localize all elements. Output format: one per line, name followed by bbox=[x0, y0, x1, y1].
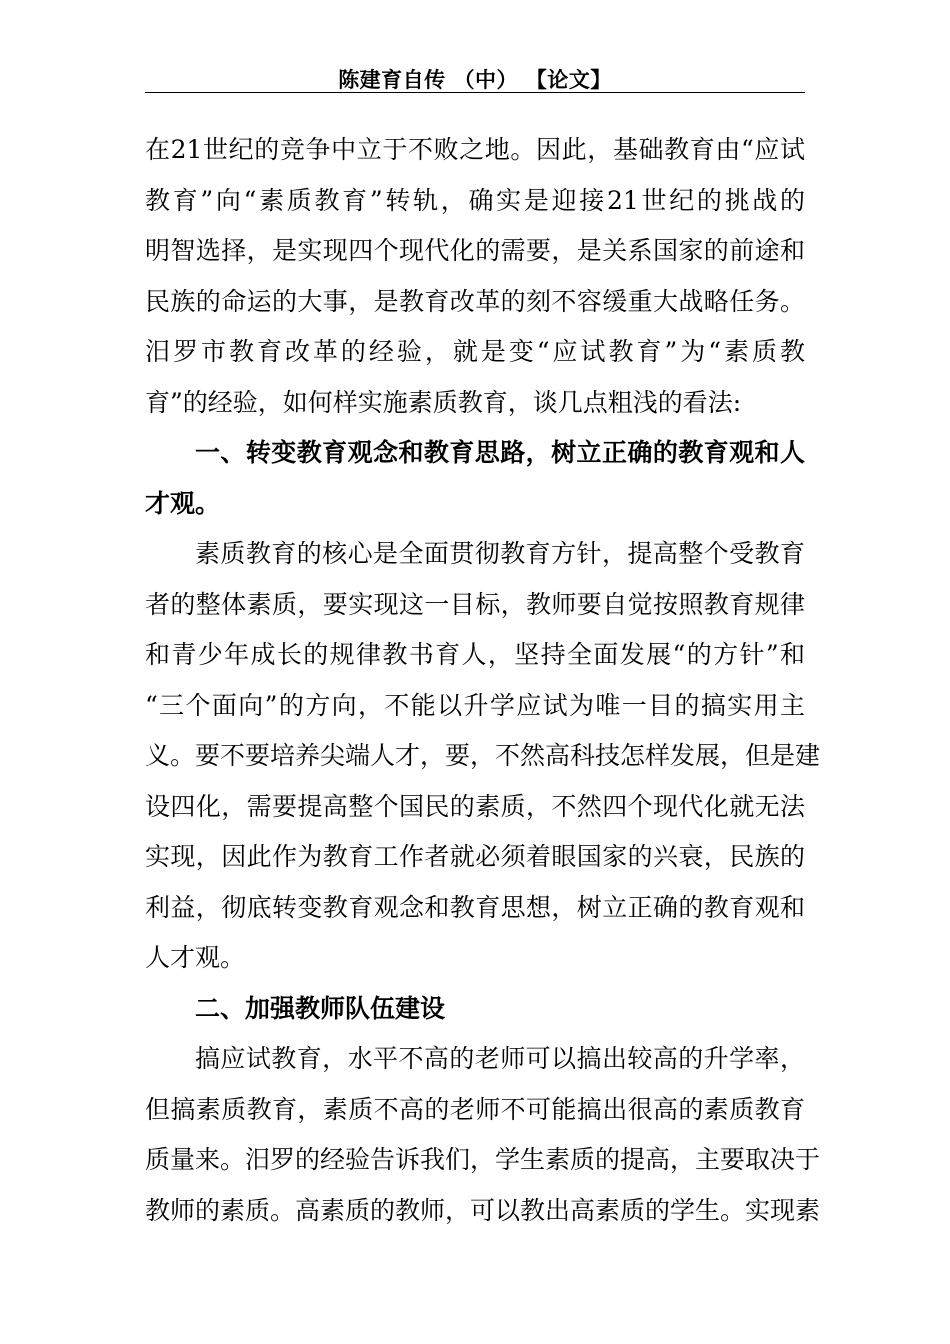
section-heading-1-continued: 才观。 bbox=[145, 488, 221, 518]
paragraph-line: 教师的素质。高素质的教师，可以教出高素质的学生。实现素 bbox=[145, 1195, 821, 1225]
paragraph-line: “三个面向”的方向，不能以升学应试为唯一目的搞实用主 bbox=[145, 690, 805, 720]
paragraph-line: 人才观。 bbox=[145, 943, 246, 972]
paragraph-line: 利益，彻底转变教育观念和教育思想，树立正确的教育观和 bbox=[145, 892, 805, 922]
paragraph-line: 明智选择，是实现四个现代化的需要，是关系国家的前途和 bbox=[145, 236, 805, 265]
paragraph-line: 教育”向“素质教育”转轨，确实是迎接21世纪的挑战的 bbox=[145, 185, 805, 215]
document-title: 陈建育自传 （中） 【论文】 bbox=[338, 67, 612, 92]
paragraph-line: 民族的命运的大事，是教育改革的刻不容缓重大战略任务。 bbox=[145, 286, 805, 316]
paragraph-line: 但搞素质教育，素质不高的老师不可能搞出很高的素质教育 bbox=[145, 1094, 805, 1124]
paragraph-line: 设四化，需要提高整个国民的素质，不然四个现代化就无法 bbox=[145, 791, 805, 821]
document-body bbox=[145, 125, 821, 1236]
page-header bbox=[145, 58, 805, 93]
paragraph-line: 义。要不要培养尖端人才，要，不然高科技怎样发展，但是建 bbox=[145, 741, 821, 770]
paragraph-line: 汨罗市教育改革的经验，就是变“应试教育”为“素质教 bbox=[145, 337, 805, 366]
paragraph-line: 和青少年成长的规律教书育人，坚持全面发展“的方针”和 bbox=[145, 640, 805, 669]
paragraph-line: 搞应试教育，水平不高的老师可以搞出较高的升学率， bbox=[195, 1044, 805, 1073]
section-heading-1: 一、转变教育观念和教育思路，树立正确的教育观和人 bbox=[195, 438, 805, 467]
paragraph-line: 实现，因此作为教育工作者就必须着眼国家的兴衰，民族的 bbox=[145, 842, 805, 871]
paragraph-line: 素质教育的核心是全面贯彻教育方针，提高整个受教育 bbox=[195, 539, 805, 568]
paragraph-line: 质量来。汨罗的经验告诉我们，学生素质的提高，主要取决于 bbox=[145, 1145, 821, 1174]
paragraph-line: 者的整体素质，要实现这一目标，教师要自觉按照教育规律 bbox=[145, 589, 805, 619]
paragraph-line: 在21世纪的竞争中立于不败之地。因此，基础教育由“应试 bbox=[145, 135, 805, 164]
paragraph-line: 育”的经验，如何样实施素质教育，谈几点粗浅的看法: bbox=[145, 387, 742, 417]
section-heading-2: 二、加强教师队伍建设 bbox=[195, 993, 446, 1023]
